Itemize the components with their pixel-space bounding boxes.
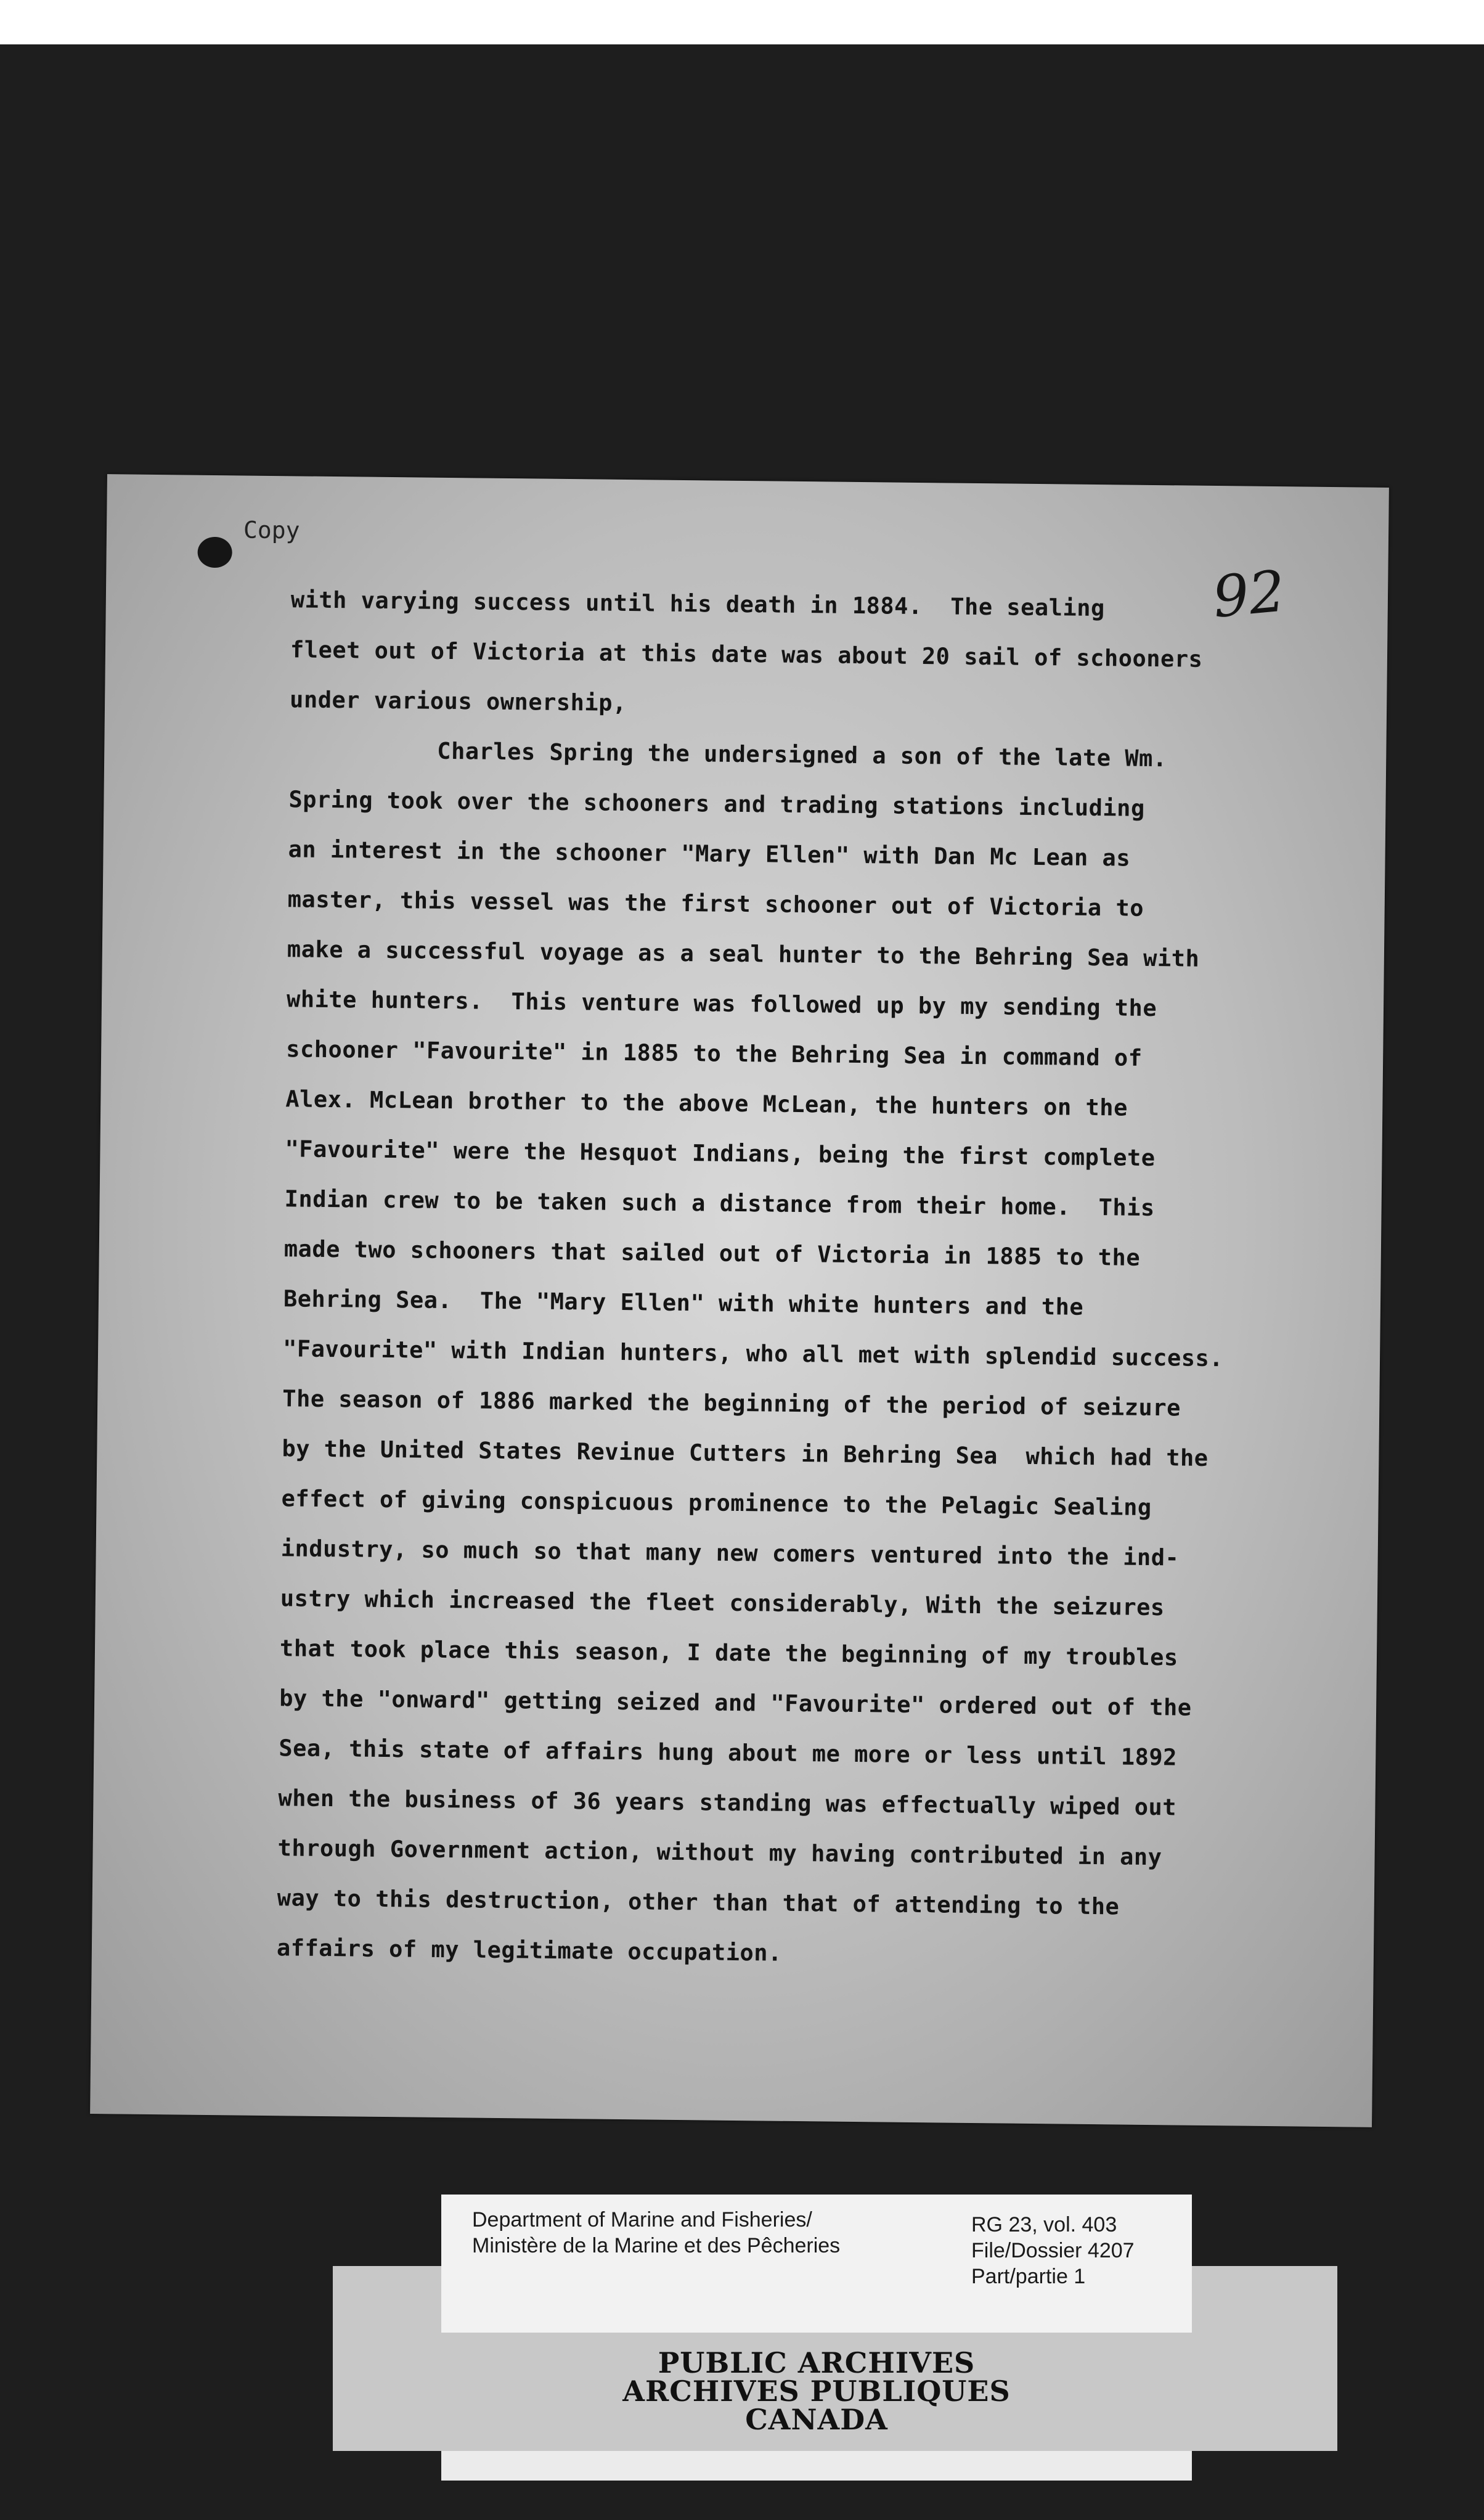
text-line: fleet out of Victoria at this date was about 20 sail of schooners: [290, 636, 1203, 673]
department-name-english: Department of Marine and Fisheries/: [472, 2208, 812, 2232]
text-line: Spring took over the schooners and trading stations including: [288, 786, 1145, 822]
department-name-french: Ministère de la Marine et des Pêcheries: [472, 2234, 841, 2257]
copy-label: Copy: [243, 516, 300, 544]
text-line: schooner "Favourite" in 1885 to the Behring Sea in command of: [286, 1036, 1143, 1071]
text-line: Indian crew to be taken such a distance from their home. This: [284, 1185, 1155, 1222]
text-line: industry, so much so that many new comers ventured into the ind-: [280, 1535, 1180, 1571]
archive-reference-card: [441, 2195, 1192, 2333]
record-group: RG 23, vol. 403: [971, 2213, 1117, 2236]
text-line: way to this destruction, other than that of attending to the: [277, 1884, 1120, 1920]
label-bottom-strip: [441, 2451, 1192, 2481]
text-line-paragraph-start: Charles Spring the undersigned a son of the late Wm.: [437, 737, 1167, 772]
punch-hole: [197, 537, 232, 568]
text-line: when the business of 36 years standing was effectually wiped out: [278, 1785, 1177, 1821]
text-line: Behring Sea. The "Mary Ellen" with white hunters and the: [283, 1285, 1084, 1320]
file-number: File/Dossier 4207: [971, 2239, 1135, 2262]
text-line: by the United States Revinue Cutters in Behring Sea which had the: [282, 1435, 1209, 1471]
text-line: through Government action, without my having contributed in any: [277, 1835, 1162, 1871]
text-line: by the "onward" getting seized and "Favourite" ordered out of the: [279, 1685, 1192, 1721]
typed-document-page: [90, 474, 1389, 2127]
stamp-line-country: CANADA: [745, 2403, 888, 2436]
part-number: Part/partie 1: [971, 2265, 1086, 2288]
text-line: make a successful voyage as a seal hunter to the Behring Sea with: [287, 936, 1200, 972]
text-line: The season of 1886 marked the beginning of the period of seizure: [282, 1385, 1181, 1422]
text-line: Alex. McLean brother to the above McLean, the hunters on the: [285, 1086, 1128, 1121]
text-line: that took place this season, I date the beginning of my troubles: [279, 1635, 1178, 1671]
text-line: "Favourite" with Indian hunters, who all met with splendid success.: [282, 1335, 1224, 1372]
text-line: "Favourite" were the Hesquot Indians, being the first complete: [285, 1135, 1156, 1172]
handwritten-folio-number: 92: [1210, 558, 1288, 631]
text-line: master, this vessel was the first schooner out of Victoria to: [287, 886, 1144, 922]
stamp-line-french: ARCHIVES PUBLIQUES: [622, 2375, 1011, 2408]
text-line: under various ownership,: [289, 686, 627, 717]
text-line: white hunters. This venture was followed up by my sending the: [286, 986, 1157, 1022]
text-line: effect of giving conspicuous prominence to the Pelagic Sealing: [281, 1485, 1152, 1521]
stamp-line-english: PUBLIC ARCHIVES: [658, 2346, 976, 2379]
text-line: ustry which increased the fleet considerably, With the seizures: [280, 1585, 1165, 1621]
text-line: an interest in the schooner "Mary Ellen" with Dan Mc Lean as: [288, 836, 1131, 872]
archive-label-block: [0, 2145, 1484, 2520]
text-line: affairs of my legitimate occupation.: [276, 1934, 783, 1966]
text-line: with varying success until his death in 1884. The sealing: [290, 586, 1106, 622]
text-line: made two schooners that sailed out of Victoria in 1885 to the: [283, 1235, 1141, 1271]
typed-body-text: [277, 575, 1376, 1984]
text-line: Sea, this state of affairs hung about me more or less until 1892: [279, 1735, 1178, 1771]
public-archives-stamp: [441, 2346, 1192, 2436]
